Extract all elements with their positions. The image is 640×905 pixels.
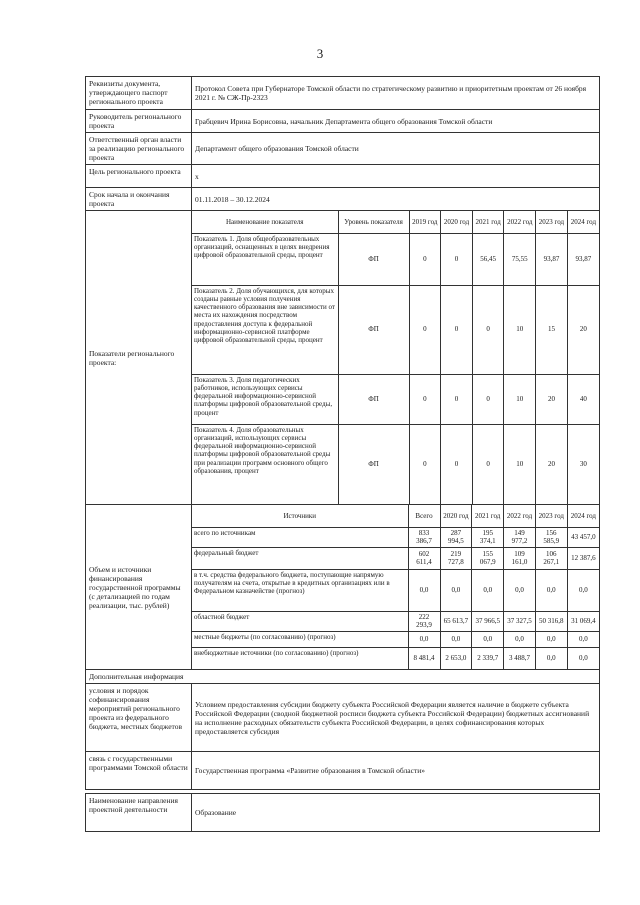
lead-value: Грабцевич Ирина Борисовна, начальник Департамента общего образования Томской области: [192, 110, 600, 133]
indicator-name: Показатель 4. Доля образовательных организаций, использующих сервисы федеральной информационно-сервисной платформы цифровой образовательной среды при реализации программ основного общего образования, процент: [192, 424, 338, 504]
source-value: 0,0: [472, 631, 504, 647]
goal-value: x: [192, 165, 600, 188]
source-value: 37 327,5: [504, 611, 536, 631]
cofin-label: условия и порядок софинансирования мероприятий регионального проекта из федерального бюджета, местных бюджетов: [86, 684, 192, 752]
indicator-value: 93,87: [536, 233, 568, 285]
indicator-value: 40: [567, 374, 599, 424]
source-value: 0,0: [535, 569, 567, 611]
indicator-level-header: Уровень показателя: [338, 211, 409, 233]
indicator-name: Показатель 3. Доля педагогических работников, использующих сервисы федеральной информационно-сервисной платформы цифровой образовательной среды, процент: [192, 374, 338, 424]
year-header: 2021 год: [472, 505, 504, 527]
direction-table: [85, 793, 600, 832]
term-value: 01.11.2018 – 30.12.2024: [192, 188, 600, 211]
source-total: 602 611,4: [408, 547, 440, 569]
source-value: 0,0: [440, 631, 472, 647]
indicator-level: ФП: [338, 285, 409, 374]
direction-row: [86, 794, 600, 832]
indicator-value: 93,87: [567, 233, 599, 285]
goal-row: [86, 165, 600, 188]
programs-value: Государственная программа «Развитие образования в Томской области»: [192, 752, 600, 790]
indicators-row: [86, 211, 600, 505]
lead-row: [86, 110, 600, 133]
source-name: местные бюджеты (по согласованию) (прогноз): [192, 631, 408, 647]
direction-value: Образование: [192, 794, 600, 832]
indicator-value: 56,45: [472, 233, 504, 285]
indicator-value: 0: [409, 233, 441, 285]
goal-label: Цель регионального проекта: [86, 165, 192, 188]
source-value: 3 488,7: [504, 647, 536, 669]
source-total: 833 386,7: [408, 527, 440, 547]
year-header: 2020 год: [440, 505, 472, 527]
finance-source-row: [192, 547, 599, 569]
indicator-value: 10: [504, 285, 536, 374]
source-value: 155 067,9: [472, 547, 504, 569]
source-value: 37 966,5: [472, 611, 504, 631]
org-row: [86, 133, 600, 165]
source-value: 106 267,1: [535, 547, 567, 569]
finance-source-row: [192, 631, 599, 647]
indicators-label: Показатели регионального проекта:: [86, 211, 192, 505]
source-total: 0,0: [408, 569, 440, 611]
source-value: 50 316,8: [535, 611, 567, 631]
source-name: внебюджетные источники (по согласованию) (прогноз): [192, 647, 408, 669]
source-total: 8 481,4: [408, 647, 440, 669]
indicator-level: ФП: [338, 424, 409, 504]
sources-header: Источники: [192, 505, 408, 527]
indicators-header: [192, 211, 599, 233]
cofin-row: [86, 684, 600, 752]
doc-label: Реквизиты документа, утверждающего паспорт регионального проекта: [86, 77, 192, 110]
source-value: 0,0: [504, 569, 536, 611]
programs-row: [86, 752, 600, 790]
year-header: 2021 год: [472, 211, 504, 233]
finance-header: [192, 505, 599, 527]
indicator-value: 0: [409, 285, 441, 374]
finance-label: Объем и источники финансирования государственной программы (с детализацией по годам реализации, тыс. рублей): [86, 505, 192, 670]
source-value: 109 161,0: [504, 547, 536, 569]
cofin-value: Условием предоставления субсидии бюджету субъекта Российской Федерации является наличие в бюджете субъекта Российской Федерации (сводной бюджетной росписи бюджета субъекта Российской Федерации) бюджетных ассигнований на исполнение расходных обязательств субъекта Российской Федерации, в целях софинансирования которых предоставляется субсидия: [192, 684, 600, 752]
source-value: 2 339,7: [472, 647, 504, 669]
indicator-value: 0: [441, 233, 473, 285]
finance-source-row: [192, 647, 599, 669]
term-label: Срок начала и окончания проекта: [86, 188, 192, 211]
indicator-row: [192, 285, 599, 374]
source-value: 219 727,8: [440, 547, 472, 569]
year-header: 2020 год: [441, 211, 473, 233]
year-header: 2023 год: [536, 211, 568, 233]
direction-label: Наименование направления проектной деятельности: [86, 794, 192, 832]
source-value: 149 977,2: [504, 527, 536, 547]
source-value: 12 387,6: [567, 547, 599, 569]
indicator-value: 0: [472, 374, 504, 424]
indicator-value: 0: [409, 374, 441, 424]
source-value: 0,0: [535, 647, 567, 669]
total-header: Всего: [408, 505, 440, 527]
indicator-value: 0: [441, 374, 473, 424]
page-number: 3: [316, 46, 324, 61]
source-value: 195 374,1: [472, 527, 504, 547]
source-name: федеральный бюджет: [192, 547, 408, 569]
lead-label: Руководитель регионального проекта: [86, 110, 192, 133]
indicator-name: Показатель 2. Доля обучающихся, для которых созданы равные условия получения качественного образования вне зависимости от места их нахождения посредством предоставления доступа к федеральной информационно-сервисной платформе цифровой образовательной среды, процент: [192, 285, 338, 374]
source-total: 0,0: [408, 631, 440, 647]
source-value: 2 653,0: [440, 647, 472, 669]
indicator-row: [192, 424, 599, 504]
year-header: 2024 год: [567, 505, 599, 527]
indicator-level: ФП: [338, 374, 409, 424]
indicator-row: [192, 233, 599, 285]
year-header: 2022 год: [504, 211, 536, 233]
indicator-value: 10: [504, 374, 536, 424]
indicator-value: 20: [536, 424, 568, 504]
finance-table: [192, 505, 599, 669]
indicator-value: 0: [472, 424, 504, 504]
indicator-value: 0: [472, 285, 504, 374]
term-row: [86, 188, 600, 211]
indicators-table: [192, 211, 599, 504]
indicator-value: 20: [536, 374, 568, 424]
additional-title: Дополнительная информация: [86, 670, 600, 684]
source-name: областной бюджет: [192, 611, 408, 631]
doc-row: [86, 77, 600, 110]
finance-row: [86, 505, 600, 670]
org-value: Департамент общего образования Томской области: [192, 133, 600, 165]
doc-value: Протокол Совета при Губернаторе Томской области по стратегическому развитию и приоритетным проектам от 26 ноября 2021 г. № СЖ-Пр-2323: [192, 77, 600, 110]
finance-source-row: [192, 569, 599, 611]
indicator-value: 30: [567, 424, 599, 504]
source-value: 0,0: [535, 631, 567, 647]
source-total: 222 293,9: [408, 611, 440, 631]
source-value: 156 585,9: [535, 527, 567, 547]
source-name: всего по источникам: [192, 527, 408, 547]
indicator-value: 0: [441, 285, 473, 374]
source-value: 0,0: [504, 631, 536, 647]
source-name: в т.ч. средства федерального бюджета, поступающие напрямую получателям на счета, открытые в кредитных организациях или в Федеральном казначействе (прогноз): [192, 569, 408, 611]
year-header: 2023 год: [535, 505, 567, 527]
programs-label: связь с государственными программами Томской области: [86, 752, 192, 790]
source-value: 287 994,5: [440, 527, 472, 547]
indicator-name-header: Наименование показателя: [192, 211, 338, 233]
source-value: 0,0: [567, 569, 599, 611]
additional-title-row: [86, 670, 600, 684]
finance-source-row: [192, 611, 599, 631]
indicator-value: 20: [567, 285, 599, 374]
indicator-value: 0: [441, 424, 473, 504]
indicator-value: 0: [409, 424, 441, 504]
source-value: 65 613,7: [440, 611, 472, 631]
indicator-row: [192, 374, 599, 424]
source-value: 0,0: [567, 631, 599, 647]
passport-table: [85, 76, 600, 790]
indicator-value: 15: [536, 285, 568, 374]
source-value: 43 457,0: [567, 527, 599, 547]
indicator-level: ФП: [338, 233, 409, 285]
source-value: 0,0: [472, 569, 504, 611]
indicator-value: 75,55: [504, 233, 536, 285]
indicator-name: Показатель 1. Доля общеобразовательных организаций, оснащенных в целях внедрения цифровой образовательной среды, процент: [192, 233, 338, 285]
source-value: 0,0: [567, 647, 599, 669]
year-header: 2019 год: [409, 211, 441, 233]
source-value: 31 069,4: [567, 611, 599, 631]
org-label: Ответственный орган власти за реализацию регионального проекта: [86, 133, 192, 165]
finance-source-row: [192, 527, 599, 547]
year-header: 2024 год: [567, 211, 599, 233]
year-header: 2022 год: [504, 505, 536, 527]
indicator-value: 10: [504, 424, 536, 504]
source-value: 0,0: [440, 569, 472, 611]
